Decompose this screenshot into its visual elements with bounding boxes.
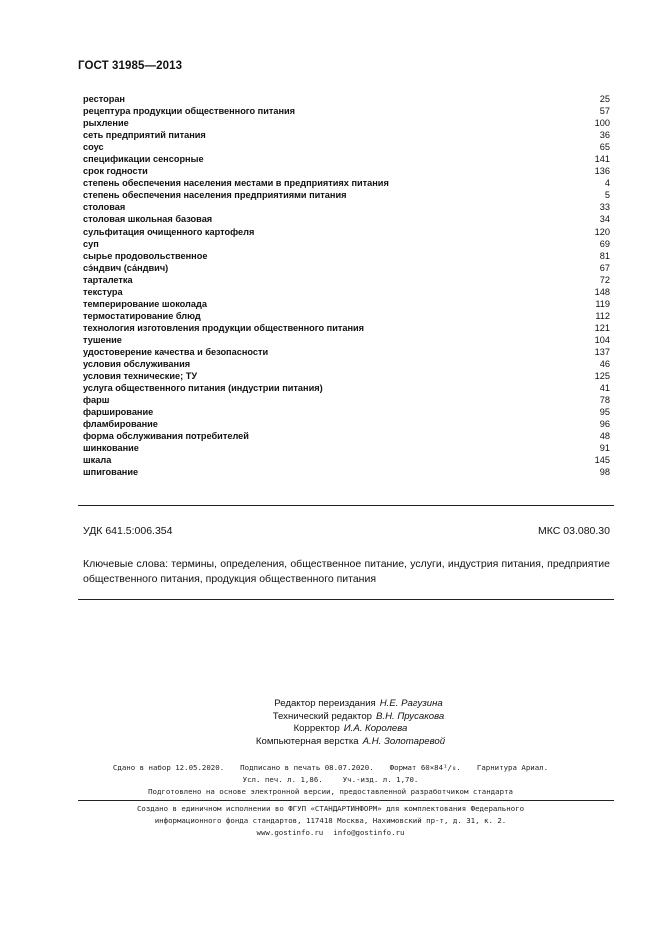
index-entry: [83, 201, 610, 213]
index-entry: [83, 382, 610, 394]
index-page-number: 96: [599, 419, 610, 430]
index-term: шинкование: [83, 443, 139, 454]
document-header: ГОСТ 31985—2013: [78, 60, 183, 72]
index-page-number: 100: [594, 118, 610, 129]
index-entry: [83, 165, 610, 177]
index-term: термостатирование блюд: [83, 310, 201, 321]
index-page-number: 98: [599, 467, 610, 478]
index-term: технология изготовления продукции общественного питания: [83, 322, 365, 333]
index-page-number: 46: [599, 359, 610, 370]
index-page-number: 78: [599, 395, 610, 406]
credit-role: Компьютерная верстка: [255, 735, 359, 747]
index-page-number: 34: [599, 214, 610, 225]
index-entry: [83, 141, 610, 153]
index-entry: [83, 310, 610, 322]
index-entry: [83, 370, 610, 382]
imprint-format: Формат 60×84¹/₈.: [389, 763, 461, 772]
credit-person: В.Н. Прусакова: [376, 710, 445, 722]
index-entry: [83, 346, 610, 358]
credit-role: Редактор переиздания: [274, 698, 376, 709]
imprint-line-sheets: [0, 774, 661, 786]
index-page-number: 48: [599, 431, 610, 442]
index-entry: [83, 262, 610, 274]
index-page-number: 25: [599, 94, 610, 104]
index-term: спецификации сенсорные: [83, 154, 204, 165]
index-page-number: 121: [594, 322, 610, 333]
index-entry: [83, 105, 610, 117]
index-entry: [83, 454, 610, 466]
index-entry: [83, 334, 610, 346]
index-entry: [83, 442, 610, 454]
index-page-number: 41: [599, 383, 610, 394]
index-term: суп: [83, 238, 99, 249]
index-entry: [83, 274, 610, 286]
index-page-number: 67: [599, 262, 610, 273]
index-entry: [83, 177, 610, 189]
index-page-number: 81: [599, 250, 610, 261]
index-term: условия обслуживания: [83, 359, 191, 370]
index-entry: [83, 394, 610, 406]
index-entry: [83, 286, 610, 298]
index-term: темперирование шоколада: [83, 298, 207, 309]
footer-divider: [78, 800, 614, 801]
imprint-line-dates: [0, 762, 661, 774]
classification-line: [83, 525, 610, 537]
index-page-number: 57: [599, 106, 610, 117]
index-page-number: 104: [594, 334, 610, 345]
index-term: тушение: [83, 334, 122, 345]
index-page-number: 72: [599, 274, 610, 285]
imprint-typeface: Гарнитура Ариал.: [476, 763, 549, 772]
index-entry: [83, 322, 610, 334]
index-term: текстура: [83, 286, 123, 297]
credit-technical-editor: [0, 711, 661, 724]
credit-proofreader: [0, 723, 661, 736]
index-entry: [83, 93, 610, 105]
index-term: соус: [83, 142, 104, 153]
credit-editor: [0, 698, 661, 711]
index-entry: [83, 406, 610, 418]
footer-website[interactable]: www.gostinfo.ru: [256, 828, 324, 838]
index-entry: [83, 153, 610, 165]
index-term: фарш: [83, 395, 110, 406]
index-term: условия технические; ТУ: [83, 371, 198, 382]
index-page-number: 145: [594, 455, 610, 466]
imprint-signed: Подписано в печать 08.07.2020.: [240, 763, 374, 772]
imprint-sheets-publish: Уч.-изд. л. 1,70.: [342, 775, 419, 784]
index-term: тарталетка: [83, 274, 133, 285]
footer-email[interactable]: info@gostinfo.ru: [333, 828, 405, 838]
index-entry: [83, 226, 610, 238]
top-divider: [78, 505, 614, 506]
index-term: рецептура продукции общественного питания: [83, 106, 296, 117]
index-term: удостоверение качества и безопасности: [83, 346, 269, 357]
keywords-paragraph: Ключевые слова: термины, определения, общественное питание, услуги, индустрия питания, предприятие общественного питания, продукция общественного питания: [83, 558, 610, 585]
index-page-number: 36: [599, 130, 610, 141]
index-entry: [83, 213, 610, 225]
index-page-number: 125: [594, 371, 610, 382]
credit-role: Корректор: [293, 723, 340, 735]
index-term: шпигование: [83, 467, 139, 478]
index-term: форма обслуживания потребителей: [83, 431, 249, 442]
index-page-number: 95: [599, 407, 610, 418]
mks-code: МКС 03.080.30: [538, 525, 610, 537]
index-term: фламбирование: [83, 419, 158, 430]
index-page-number: 148: [594, 286, 610, 297]
bottom-divider: [78, 599, 614, 600]
index-page-number: 136: [594, 166, 610, 177]
index-term: степень обеспечения населения предприятиями питания: [83, 190, 347, 201]
print-imprint: [0, 762, 661, 798]
footer-line-1: Создано в единичном исполнении во ФГУП «СТАНДАРТИНФОРМ» для комплектования Федерального: [136, 804, 525, 813]
index-entry: [83, 298, 610, 310]
index-entry: [83, 358, 610, 370]
index-entry: [83, 189, 610, 201]
publisher-footer: [0, 803, 661, 840]
index-term: срок годности: [83, 166, 148, 177]
index-term: шкала: [83, 455, 112, 466]
index-page-number: 4: [604, 178, 610, 189]
index-entry: [83, 238, 610, 250]
index-page-number: 91: [599, 443, 610, 454]
index-term: фарширование: [83, 407, 154, 418]
index-entry: [83, 418, 610, 430]
index-term: сеть предприятий питания: [83, 130, 206, 141]
index-term: услуга общественного питания (индустрии питания): [83, 383, 323, 394]
index-page-number: 141: [594, 154, 610, 165]
credit-person: Н.Е. Рагузина: [379, 698, 443, 709]
index-entry: [83, 430, 610, 442]
footer-line-2: информационного фонда стандартов, 117418 Москва, Нахимовский пр-т, д. 31, к. 2.: [154, 816, 507, 826]
index-term: рыхление: [83, 118, 129, 129]
index-term: столовая: [83, 202, 126, 213]
index-term: степень обеспечения населения местами в предприятиях питания: [83, 178, 389, 189]
credit-person: И.А. Королева: [343, 723, 408, 735]
udk-code: УДК 641.5:006.354: [83, 525, 173, 537]
credit-role: Технический редактор: [272, 710, 373, 722]
index-page-number: 69: [599, 238, 610, 249]
index-term: сэ́ндвич (са́ндвич): [83, 262, 169, 273]
index-entry: [83, 466, 610, 478]
index-term: сырье продовольственное: [83, 250, 208, 261]
index-page-number: 33: [599, 202, 610, 213]
index-term: сульфитация очищенного картофеля: [83, 226, 255, 237]
index-entry: [83, 129, 610, 141]
index-term: ресторан: [83, 94, 125, 104]
credit-person: А.Н. Золотаревой: [362, 735, 446, 747]
imprint-submitted: Сдано в набор 12.05.2020.: [112, 763, 225, 772]
credit-layout: [0, 736, 661, 749]
footer-contacts: [0, 827, 661, 839]
imprint-sheets-printed: Усл. печ. л. 1,86.: [242, 775, 323, 784]
index-page-number: 120: [594, 226, 610, 237]
editorial-credits: [0, 698, 661, 748]
index-entry: [83, 250, 610, 262]
index-term: столовая школьная базовая: [83, 214, 213, 225]
index-page-number: 5: [604, 190, 610, 201]
index-entry: [83, 117, 610, 129]
alphabetical-index: [83, 93, 610, 479]
index-page-number: 119: [595, 298, 610, 309]
imprint-prepared: Подготовлено на основе электронной версии, предоставленной разработчиком стандарта: [148, 787, 513, 796]
index-page-number: 137: [594, 346, 610, 357]
index-page-number: 65: [599, 142, 610, 153]
index-page-number: 112: [595, 310, 610, 321]
